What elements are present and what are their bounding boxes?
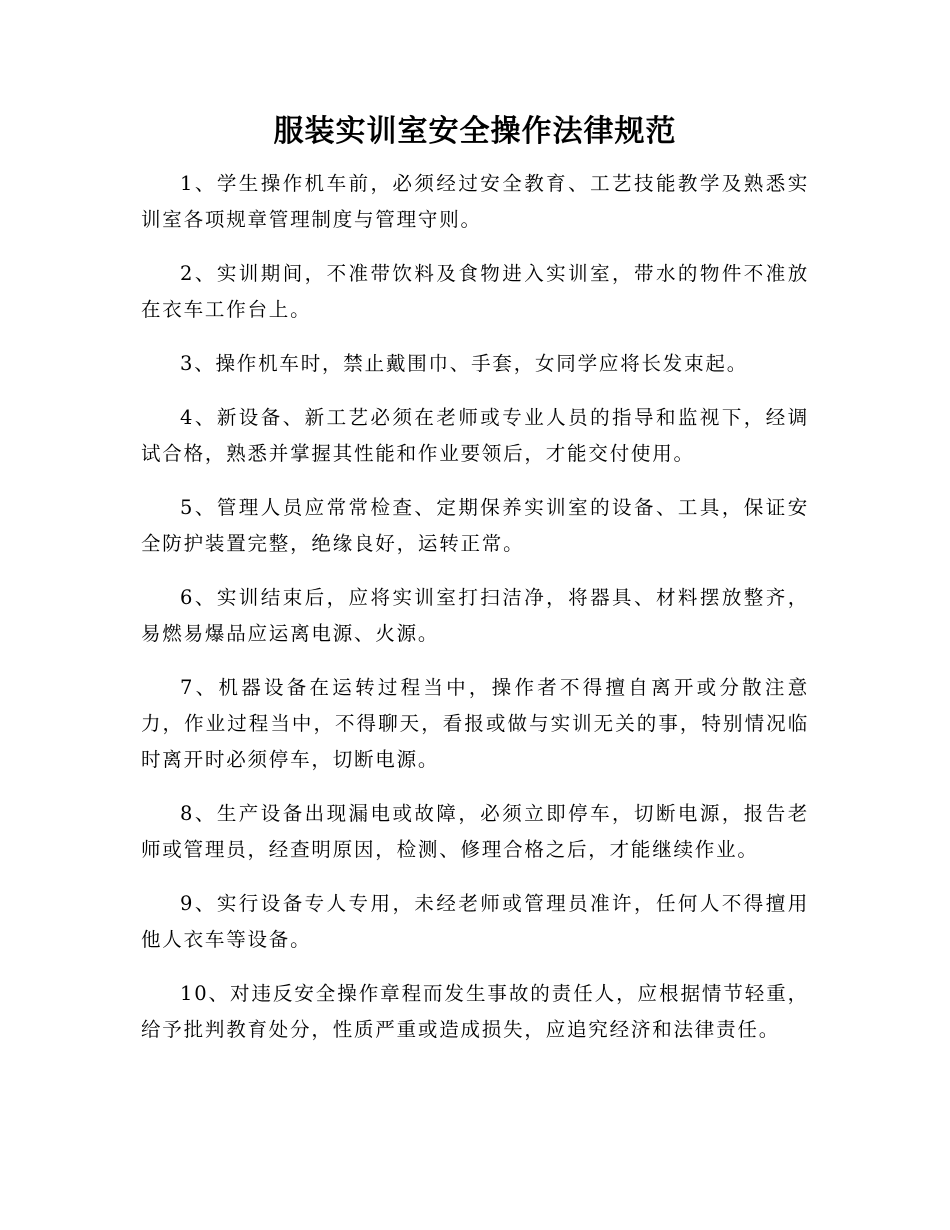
rule-item-4: 4、新设备、新工艺必须在老师或专业人员的指导和监视下，经调试合格，熟悉并掌握其性能和作业要领后，才能交付使用。	[141, 406, 809, 465]
rule-item-10: 10、对违反安全操作章程而发生事故的责任人，应根据情节轻重，给予批判教育处分，性质严重或造成损失，应追究经济和法律责任。	[141, 982, 809, 1041]
rule-item-9: 9、实行设备专人专用，未经老师或管理员准许，任何人不得擅用他人衣车等设备。	[141, 892, 809, 951]
rule-item-5: 5、管理人员应常常检查、定期保养实训室的设备、工具，保证安全防护装置完整，绝缘良好，运转正常。	[141, 496, 809, 555]
rule-item-6: 6、实训结束后，应将实训室打扫洁净，将器具、材料摆放整齐，易燃易爆品应运离电源、火源。	[141, 586, 809, 645]
rule-item-7: 7、机器设备在运转过程当中，操作者不得擅自离开或分散注意力，作业过程当中，不得聊天，看报或做与实训无关的事，特别情况临时离开时必须停车，切断电源。	[141, 676, 809, 771]
rule-item-3: 3、操作机车时，禁止戴围巾、手套，女同学应将长发束起。	[180, 352, 749, 375]
rule-item-1: 1、学生操作机车前，必须经过安全教育、工艺技能教学及熟悉实训室各项规章管理制度与管理守则。	[141, 172, 809, 231]
page-title: 服装实训室安全操作法律规范	[273, 114, 677, 149]
rules-list	[141, 166, 809, 1066]
rule-item-8: 8、生产设备出现漏电或故障，必须立即停车，切断电源，报告老师或管理员，经查明原因，检测、修理合格之后，才能继续作业。	[141, 802, 809, 861]
rule-item-2: 2、实训期间，不准带饮料及食物进入实训室，带水的物件不准放在衣车工作台上。	[141, 262, 809, 321]
